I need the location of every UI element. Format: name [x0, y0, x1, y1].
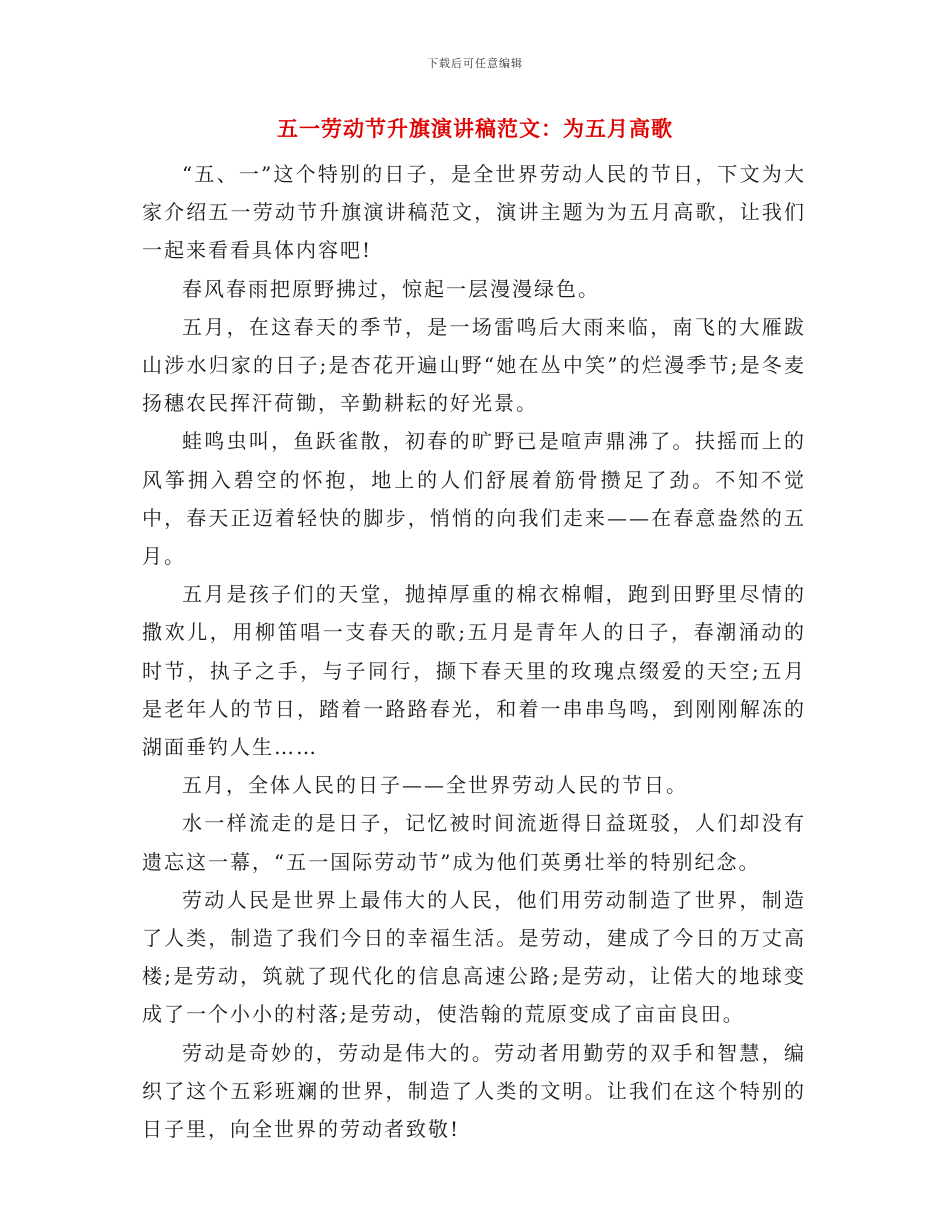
paragraph-may-people: 五月是孩子们的天堂，抛掉厚重的棉衣棉帽，跑到田野里尽情的撒欢儿，用柳笛唱一支春天的歌;五月是青年人的日子，春潮涌动的时节，执子之手，与子同行，撷下春天里的玫瑰点缀爱的天空;五月是老年人的节日，踏着一路路春光，和着一串串鸟鸣，到刚刚解冻的湖面垂钓人生……: [142, 582, 806, 760]
paragraph-salute: 劳动是奇妙的，劳动是伟大的。劳动者用勤劳的双手和智慧，编织了这个五彩班斓的世界，制造了人类的文明。让我们在这个特别的日子里，向全世界的劳动者致敬!: [142, 1040, 806, 1142]
paragraph-spring-wind: 春风春雨把原野拂过，惊起一层漫漫绿色。: [182, 276, 600, 301]
paragraph-labor-people: 劳动人民是世界上最伟大的人民，他们用劳动制造了世界，制造了人类，制造了我们今日的幸福生活。是劳动，建成了今日的万丈高楼;是劳动，筑就了现代化的信息高速公路;是劳动，让偌大的地球变成了一个小小的村落;是劳动，使浩翰的荒原变成了亩亩良田。: [142, 887, 806, 1027]
document-title: 五一劳动节升旗演讲稿范文：为五月高歌: [277, 116, 673, 141]
header-note: 下载后可任意编辑: [427, 57, 523, 70]
paragraph-intro: “五、一”这个特别的日子，是全世界劳动人民的节日，下文为大家介绍五一劳动节升旗演讲稿范文，演讲主题为为五月高歌，让我们一起来看看具体内容吧!: [142, 162, 806, 263]
document-body: [142, 155, 806, 1148]
paragraph-workers-day: 五月，全体人民的日子——全世界劳动人民的节日。: [182, 773, 688, 798]
paragraph-early-spring: 蛙鸣虫叫，鱼跃雀散，初春的旷野已是喧声鼎沸了。扶摇而上的风筝拥入碧空的怀抱，地上的人们舒展着筋骨攒足了劲。不知不觉中，春天正迈着轻快的脚步，悄悄的向我们走来——在春意盎然的五月。: [142, 429, 806, 569]
paragraph-may-season: 五月，在这春天的季节，是一场雷鸣后大雨来临，南飞的大雁跋山涉水归家的日子;是杏花开遍山野“她在丛中笑”的烂漫季节;是冬麦扬穗农民挥汗荷锄，辛勤耕耘的好光景。: [142, 314, 806, 416]
paragraph-memory: 水一样流走的是日子，记忆被时间流逝得日益斑驳，人们却没有遗忘这一幕，“五一国际劳动节”成为他们英勇壮举的特别纪念。: [142, 811, 806, 874]
